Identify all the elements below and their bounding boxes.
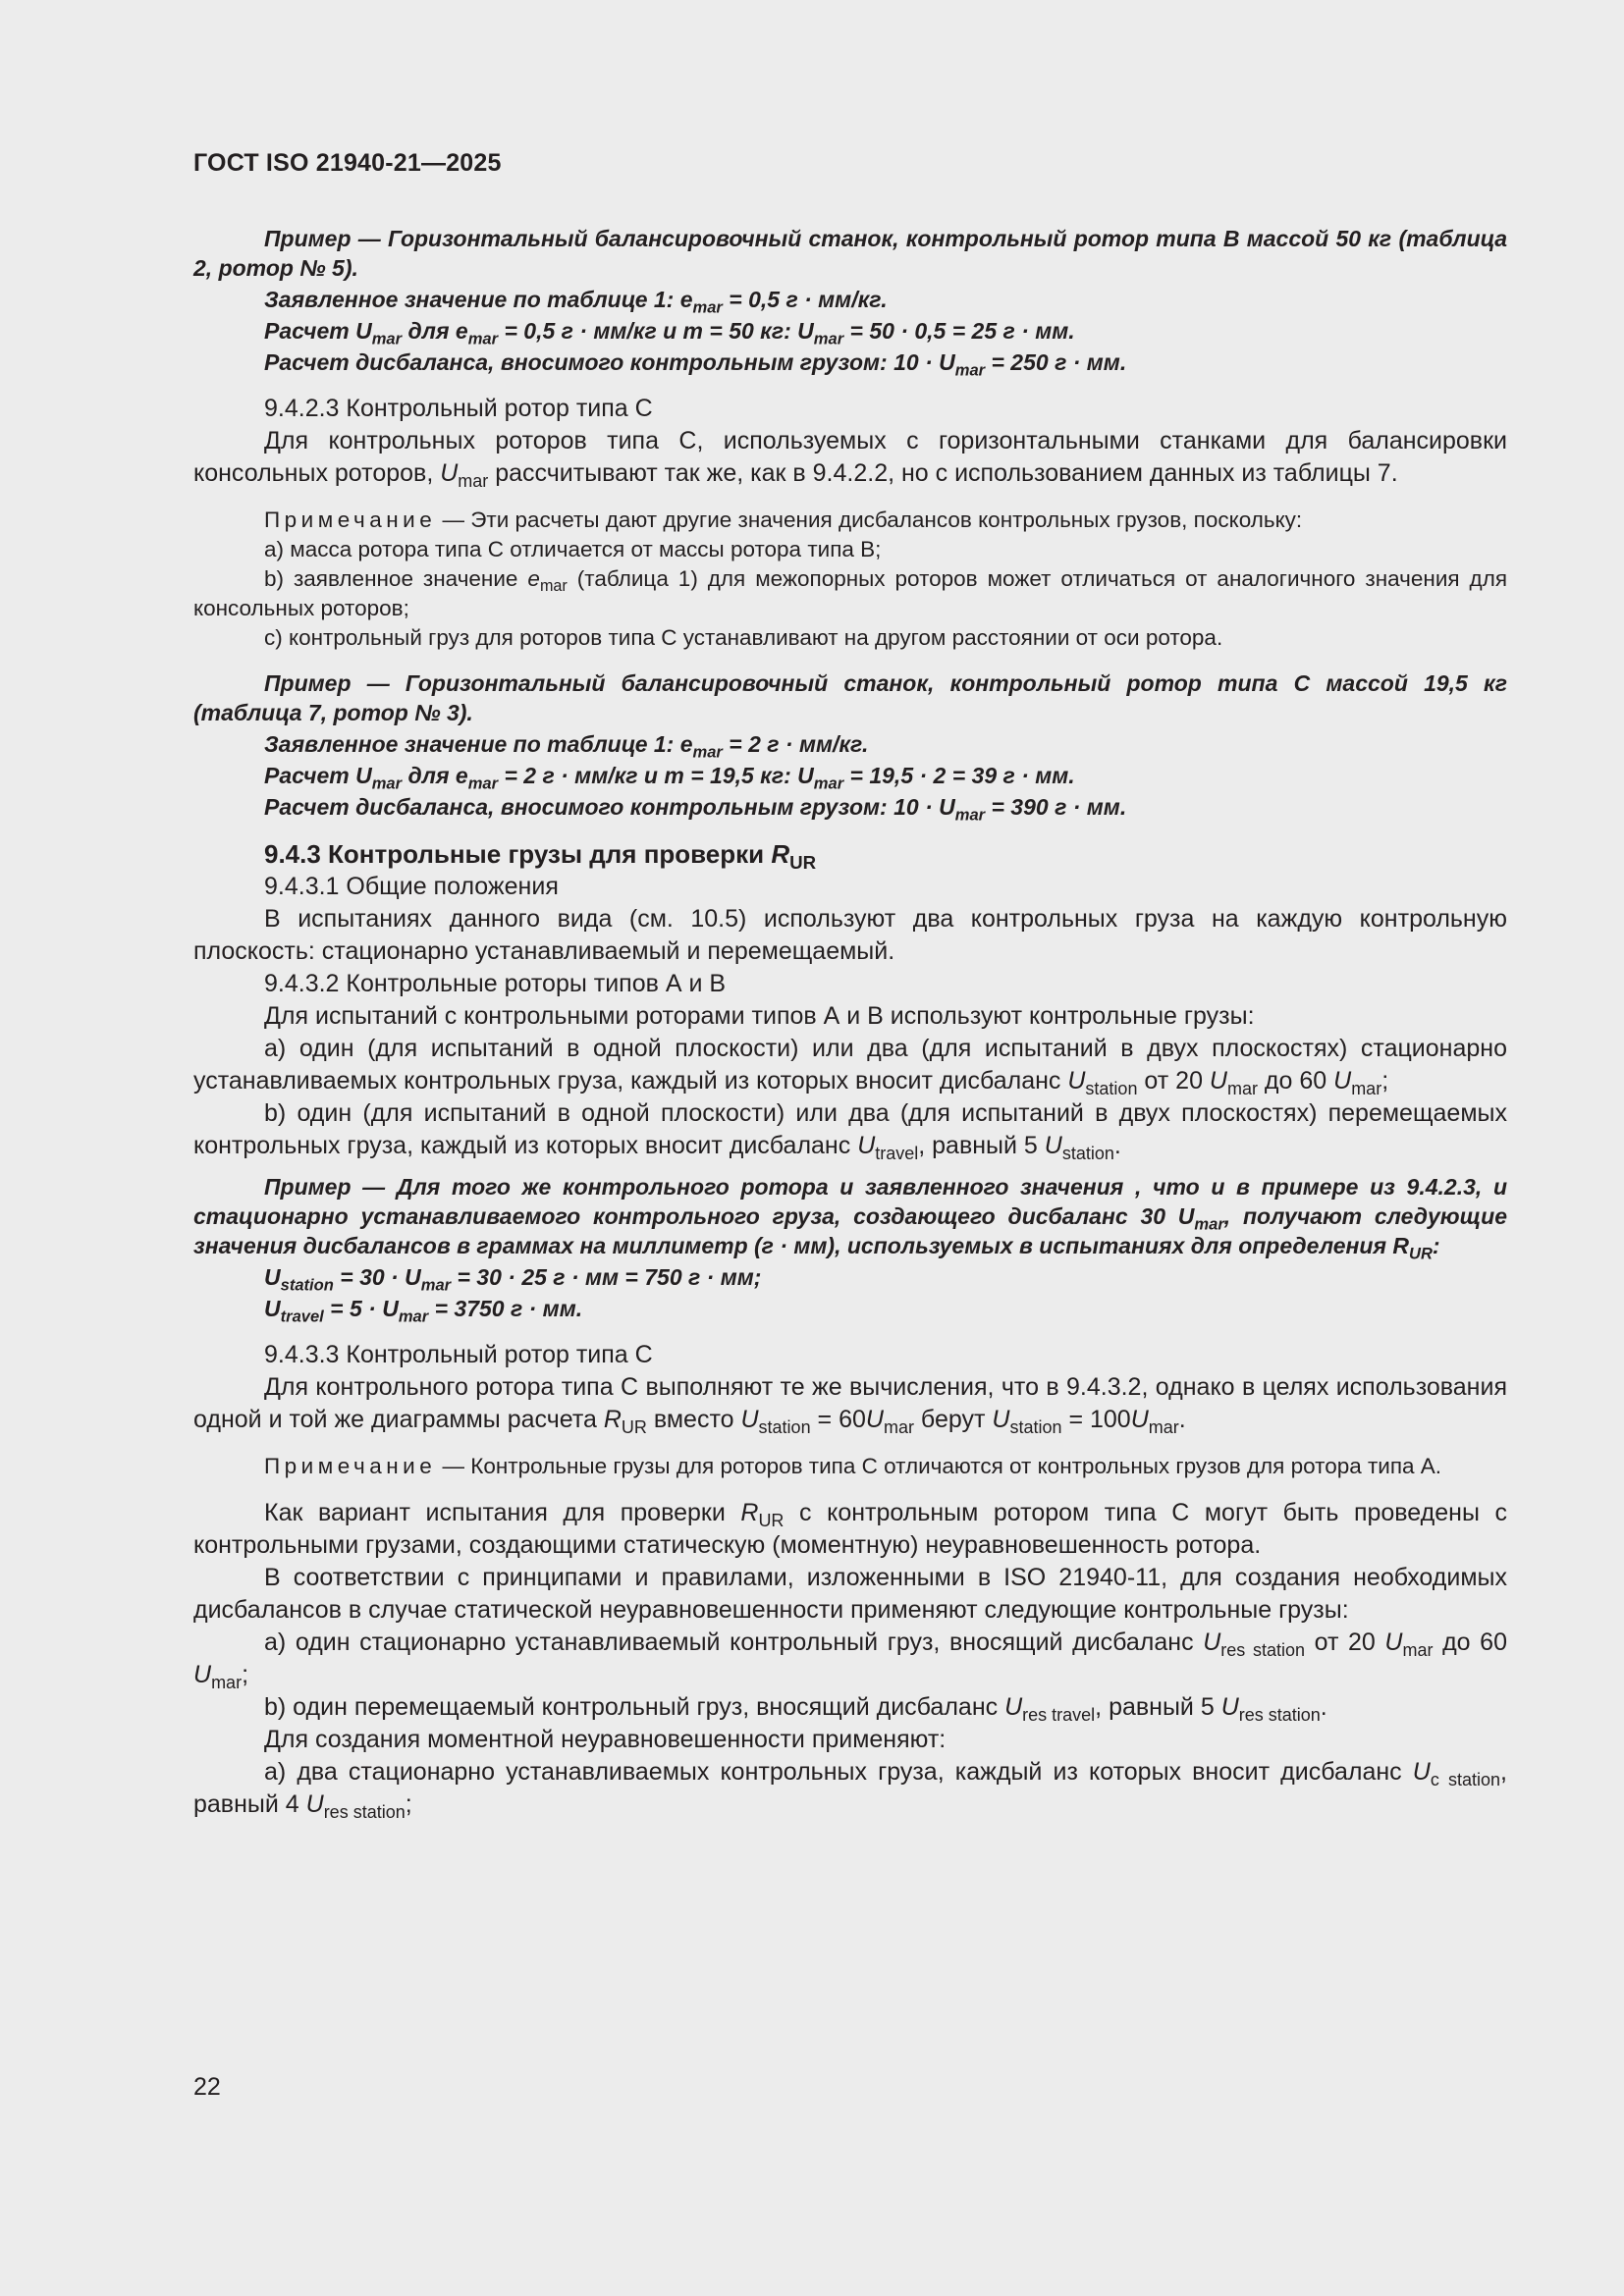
example-1-calc: Расчет $U_{mar}$ для $e_{mar} = 0,5$ г · мм/кг и m = 50 кг: $U_{mar} = 50 \cdot 0,5 = 25$ г · мм. [264, 318, 1075, 348]
page-content [193, 224, 1507, 1821]
section-9431-text: В испытаниях данного вида (см. 10.5) используют два контрольных груза на каждую контрольную плоскость: стационарно устанавливаемый и перемещаемый. [193, 905, 1507, 965]
example-2-declared: Заявленное значение по таблице 1: $e_{mar} = 2$ г · мм/кг. [264, 731, 869, 762]
principles-paragraph: В соответствии с принципами и правилами, изложенными в ISO 21940-11, для создания необходимых дисбалансов в случае статической неуравновешенности применяют следующие контрольные грузы: [193, 1564, 1507, 1624]
example-2-title: Пример — Горизонтальный балансировочный станок, контрольный ротор типа С массой 19,5 кг (таблица 7, ротор № 3). [193, 670, 1507, 725]
static-item-b: b) один перемещаемый контрольный груз, вносящий дисбаланс $U_{res travel}$, равный 5 $U_{res station}$. [264, 1693, 1327, 1725]
page-number: 22 [193, 2073, 221, 2101]
note-2: Примечание — Контрольные грузы для роторов типа С отличаются от контрольных грузов для ротора типа А. [264, 1454, 1442, 1478]
section-9431-title: 9.4.3.1 Общие положения [264, 873, 559, 900]
note-1-item-b: b) заявленное значение $e_{mar}$ (таблица 1) для межопорных роторов может отличаться от аналогичного значения для консольных роторов; [193, 566, 1508, 620]
example-2-imbalance: Расчет дисбаланса, вносимого контрольным грузом: $10 \cdot U_{mar} = 390$ г · мм. [264, 794, 1127, 825]
example-3-text: Пример — Для того же контрольного ротора и заявленного значения , что и в примере из 9.4.2.3, и стационарно устанавливаемого контрольного груза, создающего дисбаланс 30 $U_{mar}$, получают следующие значения дисбалансов в граммах на миллиметр (г · мм), используемых в испытаниях для определения $R_{UR}$: [193, 1174, 1507, 1263]
example-3-station: $U_{station} = 30 \cdot U_{mar} = 30 \cdot 25$ г · мм = 750 г · мм; [264, 1264, 762, 1295]
example-1-imbalance: Расчет дисбаланса, вносимого контрольным грузом: $10 \cdot U_{mar} = 250$ г · мм. [264, 349, 1127, 380]
section-9423-text: Для контрольных роторов типа С, используемых с горизонтальными станками для балансировки консольных роторов, $U_{mar}$ рассчитывают так же, как в 9.4.2.2, но с использованием данных из таблицы 7. [193, 427, 1507, 491]
note-1-item-c: с) контрольный груз для роторов типа С устанавливают на другом расстоянии от оси ротора. [264, 625, 1223, 650]
example-1-declared: Заявленное значение по таблице 1: $e_{mar} = 0,5$ г · мм/кг. [264, 287, 888, 317]
document-header: ГОСТ ISO 21940-21—2025 [193, 149, 502, 177]
section-9433-text: Для контрольного ротора типа С выполняют те же вычисления, что в 9.4.3.2, однако в целях использования одной и той же диаграммы расчета $R_{UR}$ вместо $U_{station} = 60U_{mar}$ берут $U_{station} = 100U_{mar}$. [193, 1373, 1507, 1437]
section-9432-intro: Для испытаний с контрольными роторами типов А и В используют контрольные грузы: [264, 1002, 1255, 1030]
static-item-a: а) один стационарно устанавливаемый контрольный груз, вносящий дисбаланс $U_{res station}$ от 20 $U_{mar}$ до 60 $U_{mar}$; [193, 1629, 1507, 1692]
section-9423-title: 9.4.2.3 Контрольный ротор типа С [264, 395, 653, 422]
section-9432-item-b: b) один (для испытаний в одной плоскости) или два (для испытаний в двух плоскостях) перемещаемых контрольных груза, каждый из которых вносит дисбаланс $U_{travel}$, равный 5 $U_{station}$. [193, 1099, 1507, 1163]
note-1: Примечание — Эти расчеты дают другие значения дисбалансов контрольных грузов, поскольку: [264, 507, 1303, 532]
section-9432-item-a: а) один (для испытаний в одной плоскости) или два (для испытаний в двух плоскостях) стационарно устанавливаемых контрольных груза, каждый из которых вносит дисбаланс $U_{station}$ от 20 $U_{mar}$ до 60 $U_{mar}$; [193, 1035, 1507, 1098]
note-1-item-a: а) масса ротора типа С отличается от массы ротора типа В; [264, 537, 882, 561]
section-943-heading: 9.4.3 Контрольные грузы для проверки $R_{UR}$ [264, 839, 817, 873]
moment-item-a: а) два стационарно устанавливаемых контрольных груза, каждый из которых вносит дисбаланс $U_{c station}$, равный 4 $U_{res station}$; [193, 1758, 1507, 1822]
section-9433-title: 9.4.3.3 Контрольный ротор типа С [264, 1341, 653, 1368]
variant-paragraph: Как вариант испытания для проверки $R_{UR}$ с контрольным ротором типа С могут быть проведены с контрольными грузами, создающими статическую (моментную) неуравновешенность ротора. [193, 1499, 1508, 1559]
example-3-travel: $U_{travel} = 5 \cdot U_{mar} = 3750$ г · мм. [264, 1296, 583, 1326]
example-1-title: Пример — Горизонтальный балансировочный станок, контрольный ротор типа В массой 50 кг (таблица 2, ротор № 5). [193, 226, 1507, 281]
moment-intro: Для создания моментной неуравновешенности применяют: [264, 1726, 947, 1753]
section-9432-title: 9.4.3.2 Контрольные роторы типов А и В [264, 970, 727, 997]
example-2-calc: Расчет $U_{mar}$ для $e_{mar} = 2$ г · мм/кг и m = 19,5 кг: $U_{mar} = 19,5 \cdot 2 = 39$ г · мм. [264, 763, 1075, 793]
